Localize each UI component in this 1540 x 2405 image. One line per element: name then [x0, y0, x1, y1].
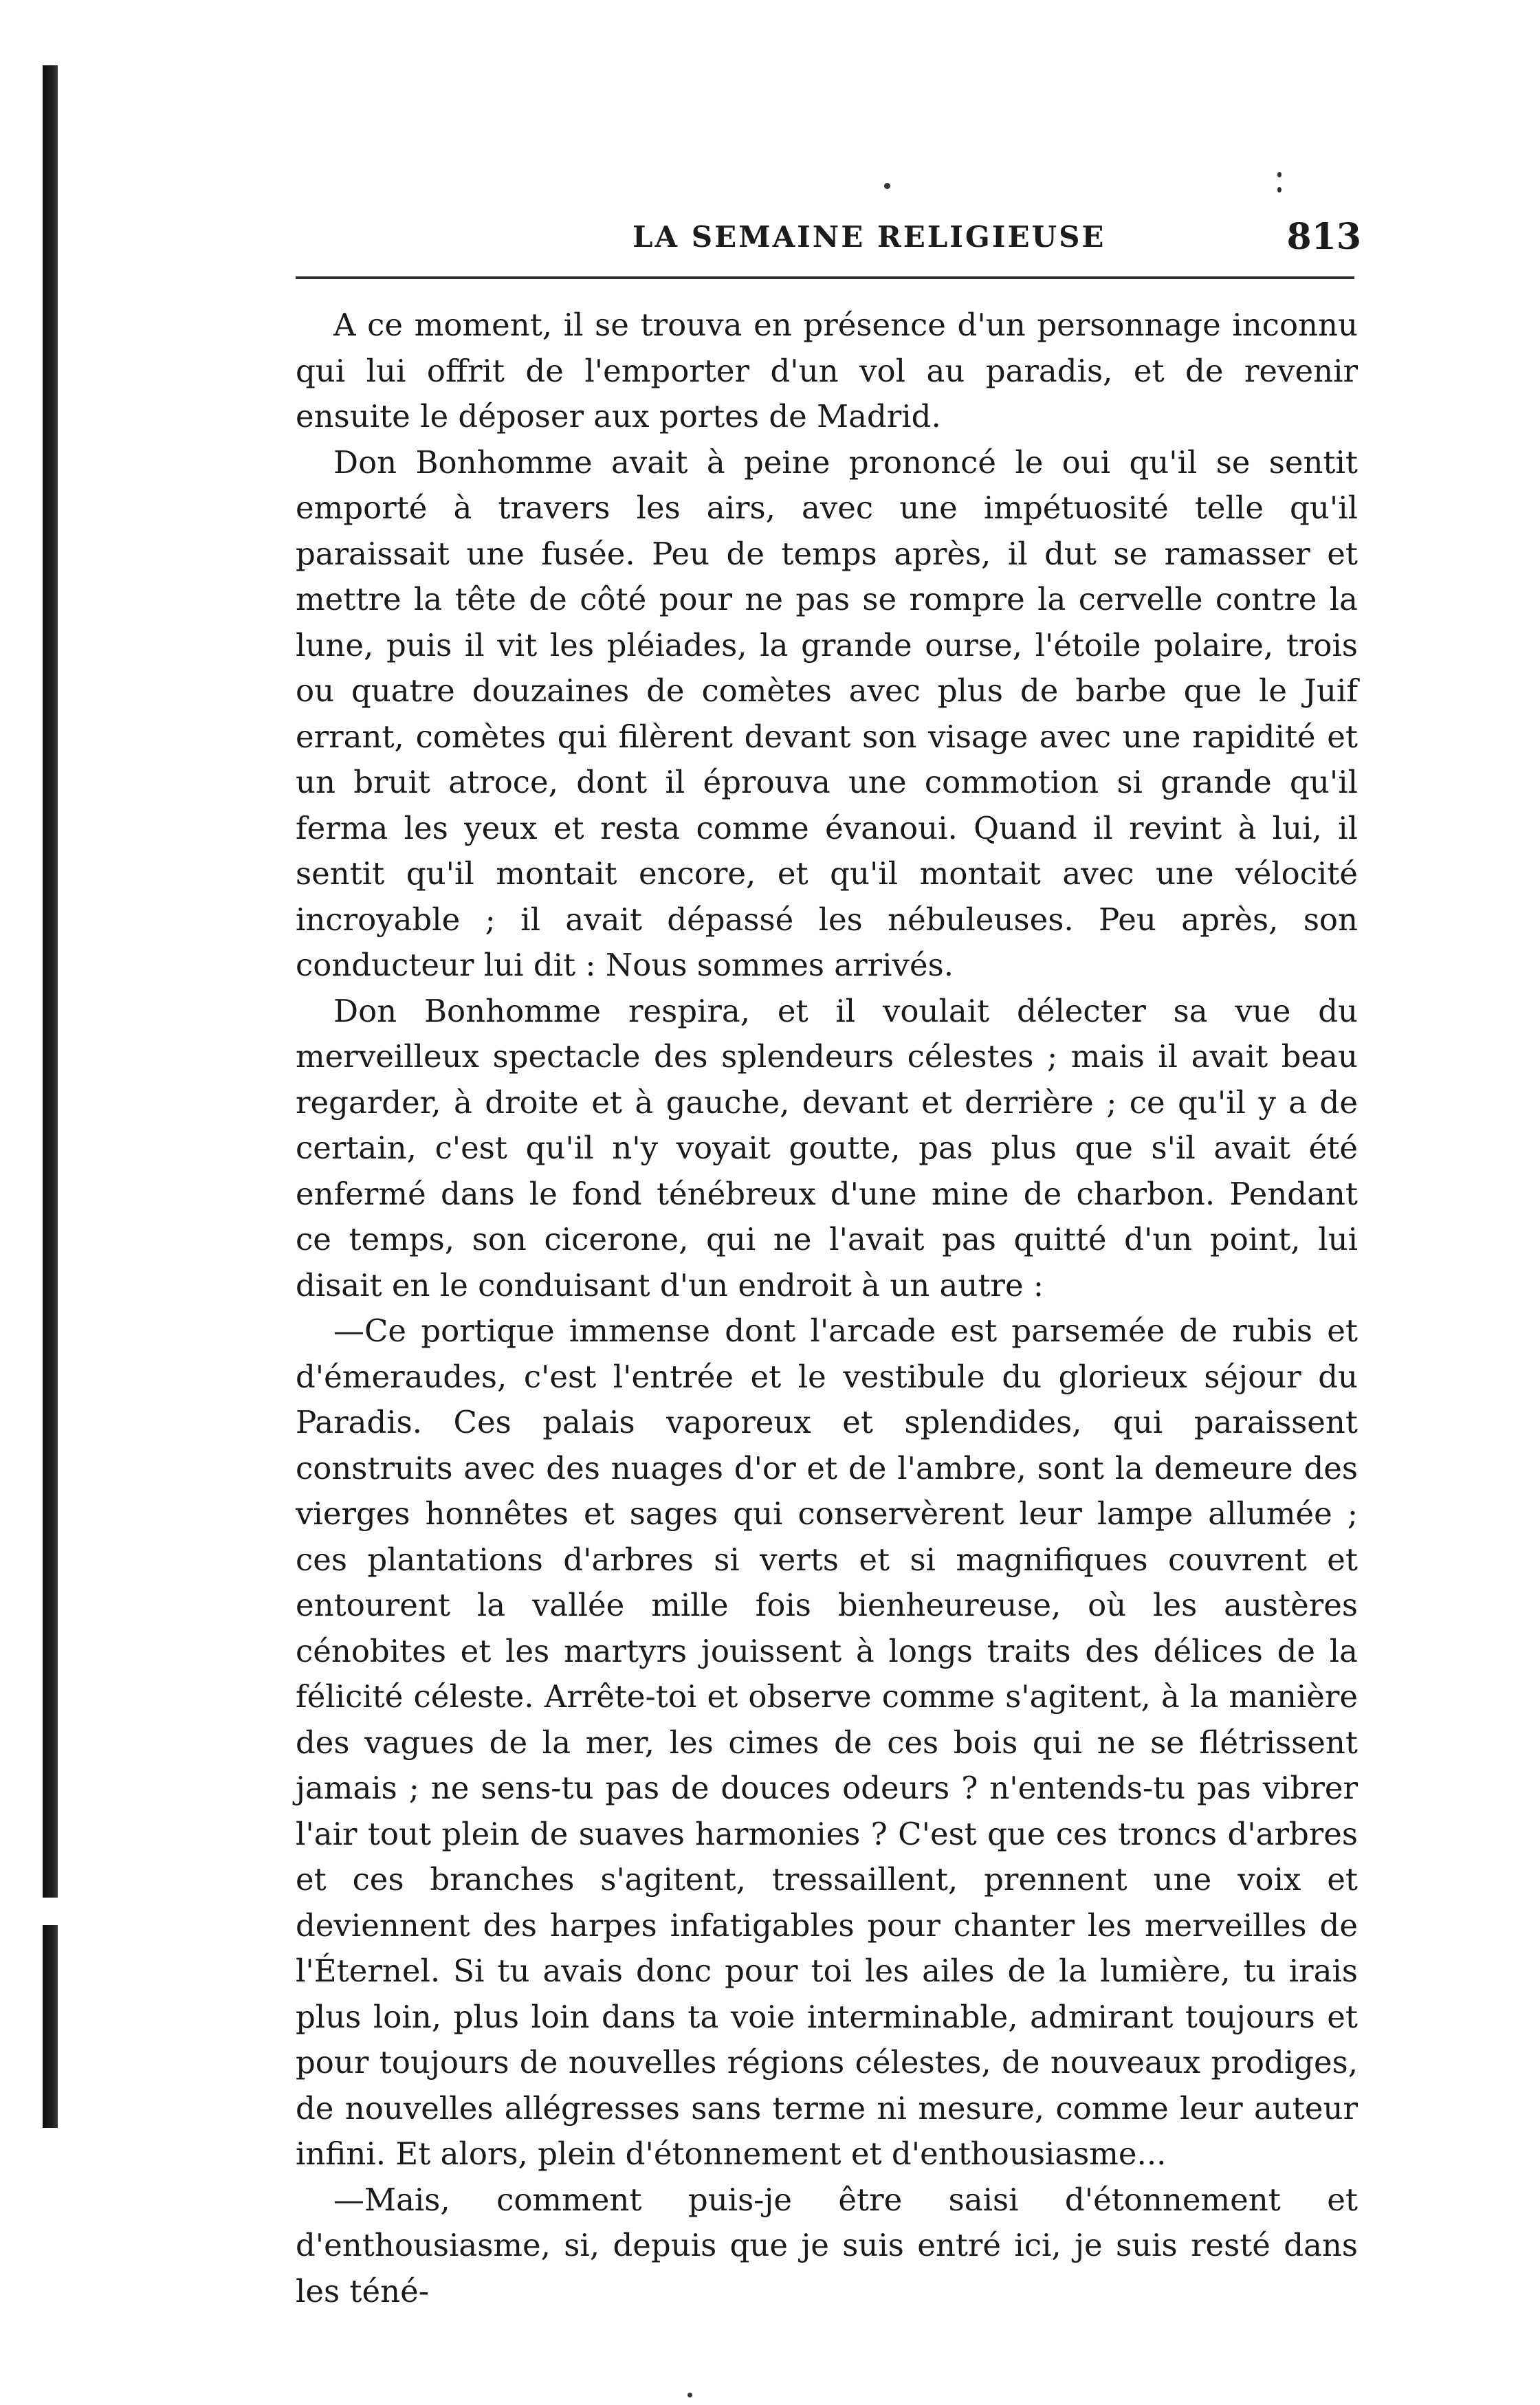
- header-rule: [296, 276, 1354, 279]
- running-title: LA SEMAINE RELIGIEUSE: [632, 220, 1106, 254]
- body-text: [296, 303, 1358, 2314]
- page-binding-gap: [43, 1898, 58, 1925]
- paragraph: A ce moment, il se trouva en présence d'un personnage inconnu qui lui offrit de l'emporter d'un vol au paradis, et de revenir ensuite le déposer aux portes de Madrid.: [296, 307, 1358, 435]
- print-speck: [884, 183, 890, 189]
- print-speck: [1277, 187, 1282, 193]
- paragraph: —Mais, comment puis-je être saisi d'étonnement et d'enthousiasme, si, depuis que je suis entré ici, je suis resté dans les téné-: [296, 2181, 1358, 2309]
- page-binding-edge: [43, 65, 58, 2128]
- print-speck: [1277, 172, 1282, 177]
- paragraph: —Ce portique immense dont l'arcade est parsemée de rubis et d'émeraudes, c'est l'entrée et le vestibule du glorieux séjour du Paradis. Ces palais vaporeux et splendides, qui paraissent construits avec des nuages d'or et de l'ambre, sont la demeure des vierges honnêtes et sages qui conservèrent leur lampe allumée ; ces plantations d'arbres si verts et si magnifiques couvrent et entourent la vallée mille fois bienheureuse, où les austères cénobites et les martyrs jouissent à longs traits des délices de la félicité céleste. Arrête-toi et observe comme s'agitent, à la manière des vagues de la mer, les cimes de ces bois qui ne se flétrissent jamais ; ne sens-tu pas de douces odeurs ? n'entends-tu pas vibrer l'air tout plein de suaves harmonies ? C'est que ces troncs d'arbres et ces branches s'agitent, tressaillent, prennent une voix et deviennent des harpes infatigables pour chanter les merveilles de l'Éternel. Si tu avais donc pour toi les ailes de la lumière, tu irais plus loin, plus loin dans ta voie interminable, admirant toujours et pour toujours de nouvelles régions célestes, de nouveaux prodiges, de nouvelles allégresses sans terme ni mesure, comme leur auteur infini. Et alors, plein d'étonnement et d'enthousiasme...: [296, 1313, 1358, 2172]
- page-number: 813: [1286, 216, 1361, 258]
- print-speck: [688, 2393, 692, 2397]
- paragraph: Don Bonhomme respira, et il voulait délecter sa vue du merveilleux spectacle des splendeurs célestes ; mais il avait beau regarder, à droite et à gauche, devant et derrière ; ce qu'il y a de certain, c'est qu'il n'y voyait goutte, pas plus que s'il avait été enfermé dans le fond ténébreux d'une mine de charbon. Pendant ce temps, son cicerone, qui ne l'avait pas quitté d'un point, lui disait en le conduisant d'un endroit à un autre :: [296, 992, 1358, 1304]
- running-head: [289, 216, 1361, 260]
- paragraph: Don Bonhomme avait à peine prononcé le oui qu'il se sentit emporté à travers les airs, avec une impétuosité telle qu'il paraissait une fusée. Peu de temps après, il dut se ramasser et mettre la tête de côté pour ne pas se rompre la cervelle contre la lune, puis il vit les pléiades, la grande ourse, l'étoile polaire, trois ou quatre douzaines de comètes avec plus de barbe que le Juif errant, comètes qui filèrent devant son visage avec une rapidité et un bruit atroce, dont il éprouva une commotion si grande qu'il ferma les yeux et resta comme évanoui. Quand il revint à lui, il sentit qu'il montait encore, et qu'il montait avec une vélocité incroyable ; il avait dépassé les nébuleuses. Peu après, son conducteur lui dit : Nous sommes arrivés.: [296, 443, 1358, 983]
